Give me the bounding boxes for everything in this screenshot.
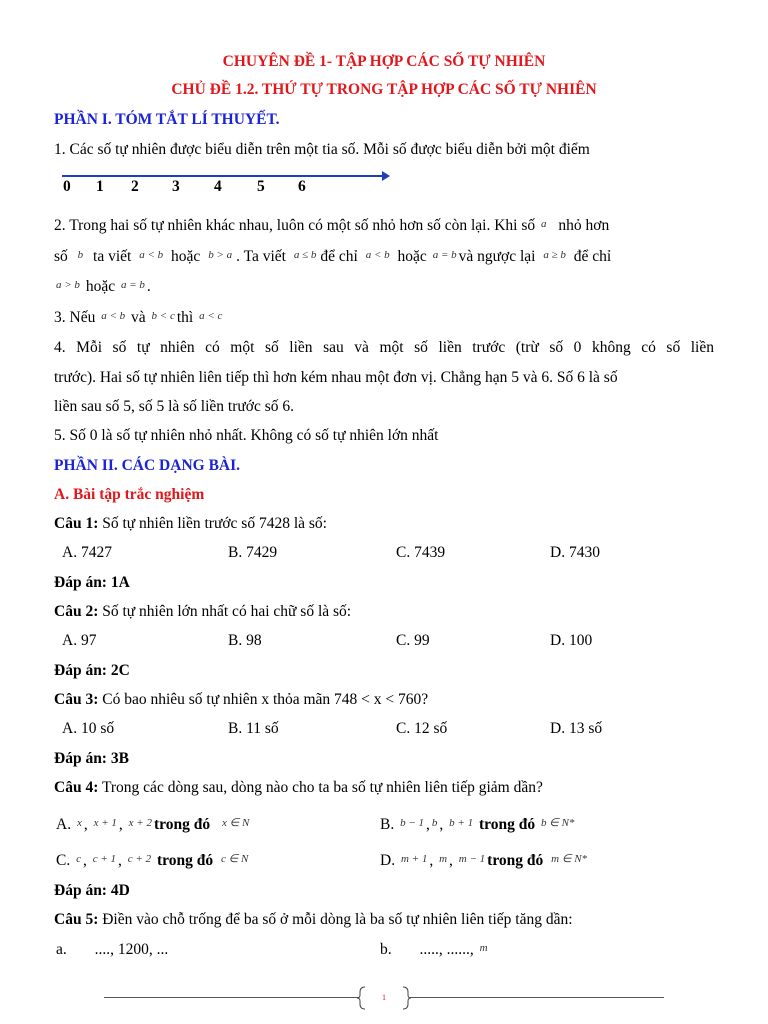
part2-heading: PHẦN II. CÁC DẠNG BÀI. bbox=[54, 457, 241, 474]
text-run: trong đó bbox=[487, 852, 544, 869]
section-a-heading: A. Bài tập trắc nghiệm bbox=[54, 486, 205, 503]
math-expression: x + 1 bbox=[93, 817, 117, 829]
math-expression: b bbox=[77, 249, 84, 261]
option-a: A. 7427 bbox=[62, 544, 112, 561]
text-run: số bbox=[54, 248, 68, 265]
text-run: trong đó bbox=[478, 816, 536, 833]
numline-label: 1 bbox=[96, 178, 104, 195]
option-c: C. c , c + 1 , c + 2 trong đó c ∈ N bbox=[56, 852, 249, 869]
footer-rule-right bbox=[410, 997, 664, 998]
fill-item-b bbox=[380, 940, 490, 961]
theory-point-4-line2: trước). Hai số tự nhiên liên tiếp thì hơn kém nhau một đơn vị. Chẳng hạn 5 và 6. Số 6 là số bbox=[54, 369, 618, 386]
option-a: A. x , x + 1 , x + 2 trong đó x ∈ N bbox=[56, 816, 250, 833]
math-expression: a bbox=[541, 218, 547, 230]
math-expression: b + 1 bbox=[449, 817, 474, 829]
page-number: 1 bbox=[382, 993, 386, 1002]
math-expression: a = b bbox=[120, 279, 145, 291]
question-label: Câu 1: bbox=[54, 515, 99, 532]
theory-point-4-line1: 4. Mỗi số tự nhiên có một số liền sau và một số liền trước (trừ số 0 không có số liền bbox=[54, 339, 714, 356]
item-label: a. bbox=[56, 941, 67, 958]
math-expression: a ≤ b bbox=[293, 249, 317, 261]
numline-label: 4 bbox=[214, 178, 222, 195]
theory-point-4-line3: liền sau số 5, số 5 là số liền trước số 6. bbox=[54, 398, 295, 415]
option-label: A. bbox=[56, 816, 72, 833]
theory-point-3 bbox=[54, 308, 714, 329]
option-b: B. 98 bbox=[228, 632, 262, 649]
text-run: hoặc bbox=[397, 248, 427, 265]
theory-point-5: 5. Số 0 là số tự nhiên nhỏ nhất. Không có số tự nhiên lớn nhất bbox=[54, 427, 439, 444]
option-d: D. m + 1 , m , m − 1 trong đó m ∈ N* bbox=[380, 852, 588, 869]
answer-1: Đáp án: 1A bbox=[54, 574, 130, 591]
text-run: để chỉ bbox=[320, 248, 358, 265]
math-expression: a > b bbox=[56, 279, 80, 291]
option-d: D. 13 số bbox=[550, 720, 603, 737]
math-expression: m ∈ N* bbox=[551, 853, 588, 865]
math-expression: x bbox=[76, 817, 82, 829]
document-subtitle: CHỦ ĐỀ 1.2. THỨ TỰ TRONG TẬP HỢP CÁC SỐ TỰ NHIÊN bbox=[171, 81, 597, 98]
question-3 bbox=[54, 690, 714, 710]
option-c: C. 12 số bbox=[396, 720, 448, 737]
numline-label: 3 bbox=[172, 178, 180, 195]
math-expression: b bbox=[431, 817, 438, 829]
option-a: A. 97 bbox=[62, 632, 97, 649]
text-run: thì bbox=[176, 309, 194, 326]
theory-point-2-line1 bbox=[54, 216, 714, 237]
numline-label: 0 bbox=[63, 178, 71, 195]
option-label: B. bbox=[380, 816, 395, 833]
text-run: hoặc bbox=[171, 248, 201, 265]
theory-point-2-line2 bbox=[54, 247, 714, 268]
number-line bbox=[62, 174, 390, 178]
option-b: B. 11 số bbox=[228, 720, 279, 737]
document-title: CHUYÊN ĐỀ 1- TẬP HỢP CÁC SỐ TỰ NHIÊN bbox=[222, 53, 546, 70]
text-run: để chỉ bbox=[573, 248, 612, 265]
answer-4: Đáp án: 4D bbox=[54, 882, 130, 899]
math-expression: x + 2 bbox=[128, 817, 152, 829]
option-label: C. bbox=[56, 852, 71, 869]
question-1 bbox=[54, 514, 714, 534]
text-run: . Ta viết bbox=[236, 248, 286, 265]
math-expression: a < b bbox=[139, 249, 164, 261]
fill-blank: ...., 1200, ... bbox=[94, 941, 169, 958]
option-label: D. bbox=[380, 852, 396, 869]
fill-blank: ....., ......, bbox=[419, 941, 474, 958]
math-expression: c ∈ N bbox=[221, 853, 249, 865]
question-label: Câu 5: bbox=[54, 911, 99, 928]
fill-item-a bbox=[56, 940, 168, 960]
option-b: B. 7429 bbox=[228, 544, 278, 561]
math-expression: x ∈ N bbox=[221, 817, 250, 829]
math-expression: m − 1 bbox=[458, 853, 486, 865]
math-expression: b ∈ N* bbox=[540, 817, 575, 829]
text-run: . bbox=[146, 278, 151, 295]
math-expression: b > a bbox=[208, 249, 233, 261]
math-expression: m bbox=[439, 853, 448, 865]
theory-point-2-line3 bbox=[54, 277, 714, 298]
math-expression: c bbox=[76, 853, 81, 865]
question-text: Điền vào chỗ trống để ba số ở mỗi dòng là ba số tự nhiên liên tiếp tăng dần: bbox=[102, 911, 573, 928]
question-label: Câu 3: bbox=[54, 691, 99, 708]
part1-heading: PHẦN I. TÓM TẮT LÍ THUYẾT. bbox=[54, 111, 280, 128]
math-expression: a < c bbox=[199, 310, 223, 322]
text-run: 3. Nếu bbox=[54, 309, 96, 326]
answer-2: Đáp án: 2C bbox=[54, 662, 130, 679]
answer-3: Đáp án: 3B bbox=[54, 750, 129, 767]
question-label: Câu 4: bbox=[54, 779, 99, 796]
theory-point-1: 1. Các số tự nhiên được biểu diễn trên một tia số. Mỗi số được biểu diễn bởi một điểm bbox=[54, 141, 590, 158]
numline-label: 6 bbox=[298, 178, 306, 195]
option-d: D. 100 bbox=[550, 632, 593, 649]
question-4 bbox=[54, 778, 714, 798]
question-text: Số tự nhiên liền trước số 7428 là số: bbox=[102, 515, 327, 532]
text-run: và ngược lại bbox=[458, 248, 536, 265]
option-b: B. b − 1 , b , b + 1 trong đó b ∈ N* bbox=[380, 816, 575, 833]
question-text: Có bao nhiêu số tự nhiên x thỏa mãn 748 < x < 760? bbox=[102, 691, 429, 708]
math-expression: a = b bbox=[432, 249, 457, 261]
question-text: Số tự nhiên lớn nhất có hai chữ số là số: bbox=[102, 603, 352, 620]
text-run: và bbox=[131, 309, 146, 326]
question-text: Trong các dòng sau, dòng nào cho ta ba số tự nhiên liên tiếp giảm dần? bbox=[101, 779, 543, 796]
text-run: ta viết bbox=[93, 248, 132, 265]
math-expression: a < b bbox=[365, 249, 390, 261]
text-run: trong đó bbox=[153, 816, 211, 833]
math-expression: a ≥ b bbox=[543, 249, 566, 261]
text-run: hoặc bbox=[85, 278, 116, 295]
text-run: trong đó bbox=[156, 852, 214, 869]
math-expression: c + 2 bbox=[127, 853, 152, 865]
question-label: Câu 2: bbox=[54, 603, 99, 620]
option-d: D. 7430 bbox=[550, 544, 600, 561]
footer-rule-left bbox=[104, 997, 359, 998]
question-5 bbox=[54, 910, 714, 930]
text-run: nhỏ hơn bbox=[558, 217, 610, 234]
math-expression: b < c bbox=[151, 310, 175, 322]
text-run: 2. Trong hai số tự nhiên khác nhau, luôn có một số nhỏ hơn số còn lại. Khi số bbox=[54, 217, 536, 234]
question-2 bbox=[54, 602, 714, 622]
math-expression: m bbox=[479, 942, 488, 954]
math-expression: c + 1 bbox=[92, 853, 117, 865]
option-a: A. 10 số bbox=[62, 720, 115, 737]
math-expression: b − 1 bbox=[400, 817, 425, 829]
math-expression: m + 1 bbox=[400, 853, 428, 865]
numline-label: 2 bbox=[131, 178, 139, 195]
math-expression: a < b bbox=[101, 310, 126, 322]
option-c: C. 7439 bbox=[396, 544, 446, 561]
option-c: C. 99 bbox=[396, 632, 430, 649]
item-label: b. bbox=[380, 941, 392, 958]
numline-label: 5 bbox=[257, 178, 265, 195]
